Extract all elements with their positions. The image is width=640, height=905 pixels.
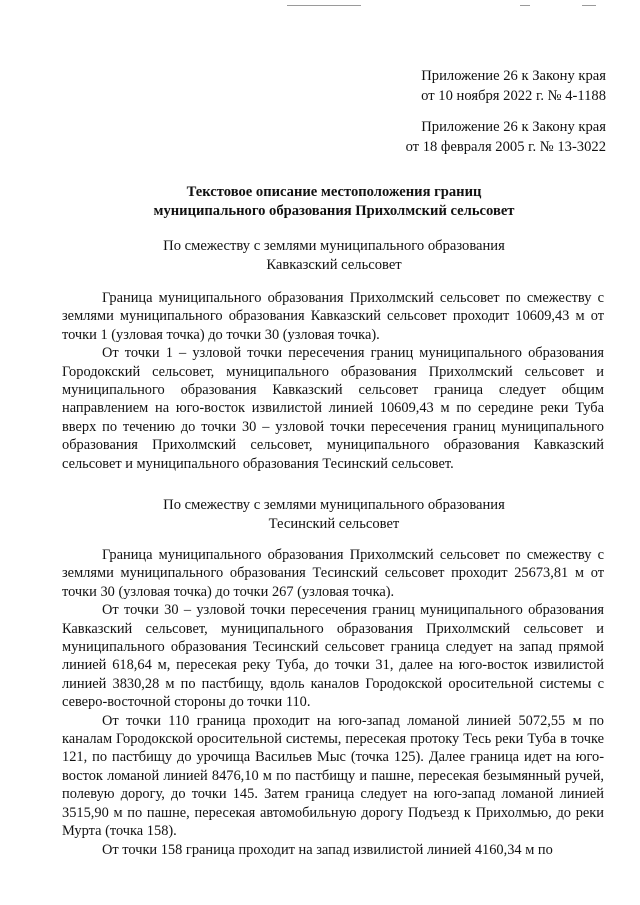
section1-paragraph: От точки 1 – узловой точки пересечения границ муниципального образования Городокский сельсовет, муниципального образования Прихолмский сельсовет и муниципального образования Кавказский сельсовет граница следует общим направлением на юго-восток извилистой линией 10609,43 м по середине реки Туба вверх по течению до точки 30 – узловой точки пересечения границ муниципального образования Прихолмский сельсовет, муниципального образования Кавказский сельсовет и муниципального образования Тесинский сельсовет. <box>62 345 604 472</box>
section1-heading-line1: По смежеству с землями муниципального образования <box>163 238 505 254</box>
section1-heading <box>64 237 604 274</box>
appendix-current-line2: от 10 ноября 2022 г. № 4-1188 <box>421 88 606 104</box>
section2-paragraph: От точки 158 граница проходит на запад извилистой линией 4160,34 м по <box>102 841 553 858</box>
section2-paragraph: От точки 110 граница проходит на юго-запад ломаной линией 5072,55 м по каналам Городокской оросительной системы, пересекая протоку Тесь реки Туба в точке 121, по пастбищу до урочища Васильев Мыс (точка 125). Далее граница идет на юго-восток ломаной линией 8476,10 м по пастбищу и пашне, пересекая безымянный ручей, полевую дорогу, до точки 145. Затем граница следует на юго-запад ломаной линией 3515,90 м по пашне, пересекая автомобильную дорогу Подъезд к Прихолмью, до реки Мурта (точка 158). <box>62 712 604 840</box>
scan-artifact-line <box>520 5 530 6</box>
scan-artifact-line <box>582 5 596 6</box>
appendix-current-reference <box>421 66 606 106</box>
section2-paragraph: От точки 30 – узловой точки пересечения границ муниципального образования Кавказский сельсовет, муниципального образования Прихолмский сельсовет и муниципального образования Тесинский сельсовет граница следует на запад прямой линией 618,64 м, пересекая реку Туба, до точки 31, далее на юго-восток извилистой линией 3830,28 м по пастбищу, вдоль каналов Городокской оросительной системы с северо-восточной стороны до точки 110. <box>62 602 604 711</box>
appendix-current-line1: Приложение 26 к Закону края <box>421 68 606 84</box>
section1-paragraph: Граница муниципального образования Прихолмский сельсовет по смежеству с землями муниципального образования Кавказский сельсовет проходит 10609,43 м от точки 1 (узловая точка) до точки 30 (узловая точка). <box>62 290 604 343</box>
document-title-line1: Текстовое описание местоположения границ <box>186 184 482 200</box>
section2-heading-line1: По смежеству с землями муниципального образования <box>163 497 505 513</box>
appendix-original-line2: от 18 февраля 2005 г. № 13-3022 <box>405 139 606 155</box>
section2-heading <box>64 496 604 533</box>
section1-body <box>62 289 604 473</box>
scan-artifact-line <box>287 5 361 6</box>
section1-heading-line2: Кавказский сельсовет <box>266 256 402 273</box>
section2-paragraph: Граница муниципального образования Прихолмский сельсовет по смежеству с землями муниципального образования Тесинский сельсовет проходит 25673,81 м от точки 30 (узловая точка) до точки 267 (узловая точка). <box>62 547 604 600</box>
section2-body <box>62 546 604 859</box>
appendix-original-reference <box>406 117 606 157</box>
appendix-original-line1: Приложение 26 к Закону края <box>421 119 606 135</box>
section2-heading-line2: Тесинский сельсовет <box>268 515 400 532</box>
document-title <box>64 183 604 221</box>
document-title-line2: муниципального образования Прихолмский сельсовет <box>153 203 515 219</box>
